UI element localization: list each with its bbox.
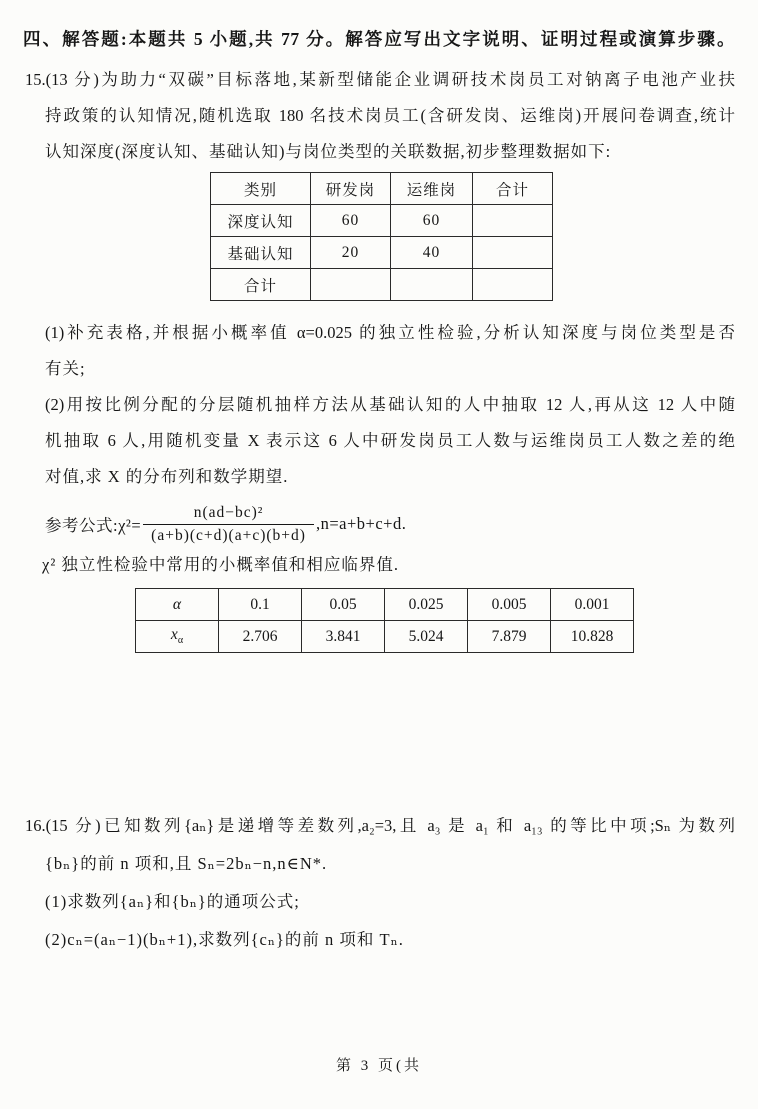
table-row xyxy=(211,237,553,269)
table-cell: 20 xyxy=(311,237,391,269)
table-row xyxy=(211,205,553,237)
table-cell: 10.828 xyxy=(551,621,634,653)
table-row xyxy=(211,269,553,301)
table-cell: 5.024 xyxy=(385,621,468,653)
problem-16 xyxy=(0,807,758,959)
problem-16-line: (2)cₙ=(aₙ−1)(bₙ+1),求数列{cₙ}的前 n 项和 Tₙ. xyxy=(45,930,404,949)
question-2-line: (2)用按比例分配的分层随机抽样方法从基础认知的人中抽取 12 人,再从这 12 人中随 xyxy=(45,395,735,414)
problem-16-line: (1)求数列{aₙ}和{bₙ}的通项公式; xyxy=(45,892,300,911)
question-2-line: 对值,求 X 的分布列和数学期望. xyxy=(45,467,289,486)
problem-15 xyxy=(0,62,758,653)
contingency-table xyxy=(210,172,553,301)
question-1-line: (1)补充表格,并根据小概率值 α=0.025 的独立性检验,分析认知深度与岗位类型是否 xyxy=(45,323,735,342)
critical-value-row xyxy=(136,621,634,653)
table-cell: 0.005 xyxy=(468,589,551,621)
fraction-numerator: n(ad−bc)² xyxy=(193,503,264,521)
table-header-row xyxy=(211,173,553,205)
table-cell xyxy=(311,269,391,301)
problem-15-line: 15.(13 分)为助力“双碳”目标落地,某新型储能企业调研技术岗员工对钠离子电池产业扶 xyxy=(25,70,735,89)
alpha-row xyxy=(136,589,634,621)
table-cell: 合计 xyxy=(211,269,311,301)
table-cell xyxy=(473,237,553,269)
formula-fraction xyxy=(143,504,314,545)
page-footer: 第 3 页(共 xyxy=(336,1058,422,1074)
table-cell xyxy=(391,269,473,301)
table-header-cell: 运维岗 xyxy=(391,173,473,205)
page-content xyxy=(0,28,758,959)
table-cell: 0.1 xyxy=(219,589,302,621)
critical-values-table xyxy=(135,588,634,653)
formula-suffix: ,n=a+b+c+d. xyxy=(315,514,407,533)
table-cell: 0.05 xyxy=(302,589,385,621)
problem-15-line: 持政策的认知情况,随机选取 180 名技术岗员工(含研发岗、运维岗)开展问卷调查,统计 xyxy=(45,106,735,125)
problem-16-line: 16.(15 分)已知数列{aₙ}是递增等差数列,a₂=3,且 a₃ 是 a₁ 和 a₁₃ 的等比中项;Sₙ 为数列 xyxy=(25,816,735,835)
table-header-cell: 研发岗 xyxy=(311,173,391,205)
fraction-denominator: (a+b)(c+d)(a+c)(b+d) xyxy=(143,524,314,545)
problem-15-questions xyxy=(0,315,758,495)
x-label: x xyxy=(170,626,178,644)
x-alpha-label-cell xyxy=(136,621,219,653)
table-cell: 2.706 xyxy=(219,621,302,653)
table-cell: 3.841 xyxy=(302,621,385,653)
table-header-cell: 合计 xyxy=(473,173,553,205)
x-label-subscript: α xyxy=(177,635,184,647)
question-1-line: 有关; xyxy=(45,359,86,378)
table-cell: 基础认知 xyxy=(211,237,311,269)
table-cell: 0.001 xyxy=(551,589,634,621)
problem-16-line: {bₙ}的前 n 项和,且 Sₙ=2bₙ−n,n∈N*. xyxy=(45,854,328,873)
chi-square-note: χ² 独立性检验中常用的小概率值和相应临界值. xyxy=(42,555,400,574)
question-2-line: 机抽取 6 人,用随机变量 X 表示这 6 人中研发岗员工人数与运维岗员工人数之差的绝 xyxy=(45,431,735,450)
table-cell: 0.025 xyxy=(385,589,468,621)
problem-15-line: 认知深度(深度认知、基础认知)与岗位类型的关联数据,初步整理数据如下: xyxy=(45,142,612,161)
table-cell: 7.879 xyxy=(468,621,551,653)
table-cell: 60 xyxy=(311,205,391,237)
table-cell xyxy=(473,269,553,301)
reference-formula xyxy=(45,499,758,549)
table-cell: 40 xyxy=(391,237,473,269)
table-header-cell: 类别 xyxy=(211,173,311,205)
table-cell: 深度认知 xyxy=(211,205,311,237)
formula-prefix: 参考公式:χ²= xyxy=(45,516,142,535)
table-cell: 60 xyxy=(391,205,473,237)
section-header: 四、解答题:本题共 5 小题,共 77 分。解答应写出文字说明、证明过程或演算步骤。 xyxy=(23,29,735,49)
table-cell: α xyxy=(136,589,219,621)
table-cell xyxy=(473,205,553,237)
